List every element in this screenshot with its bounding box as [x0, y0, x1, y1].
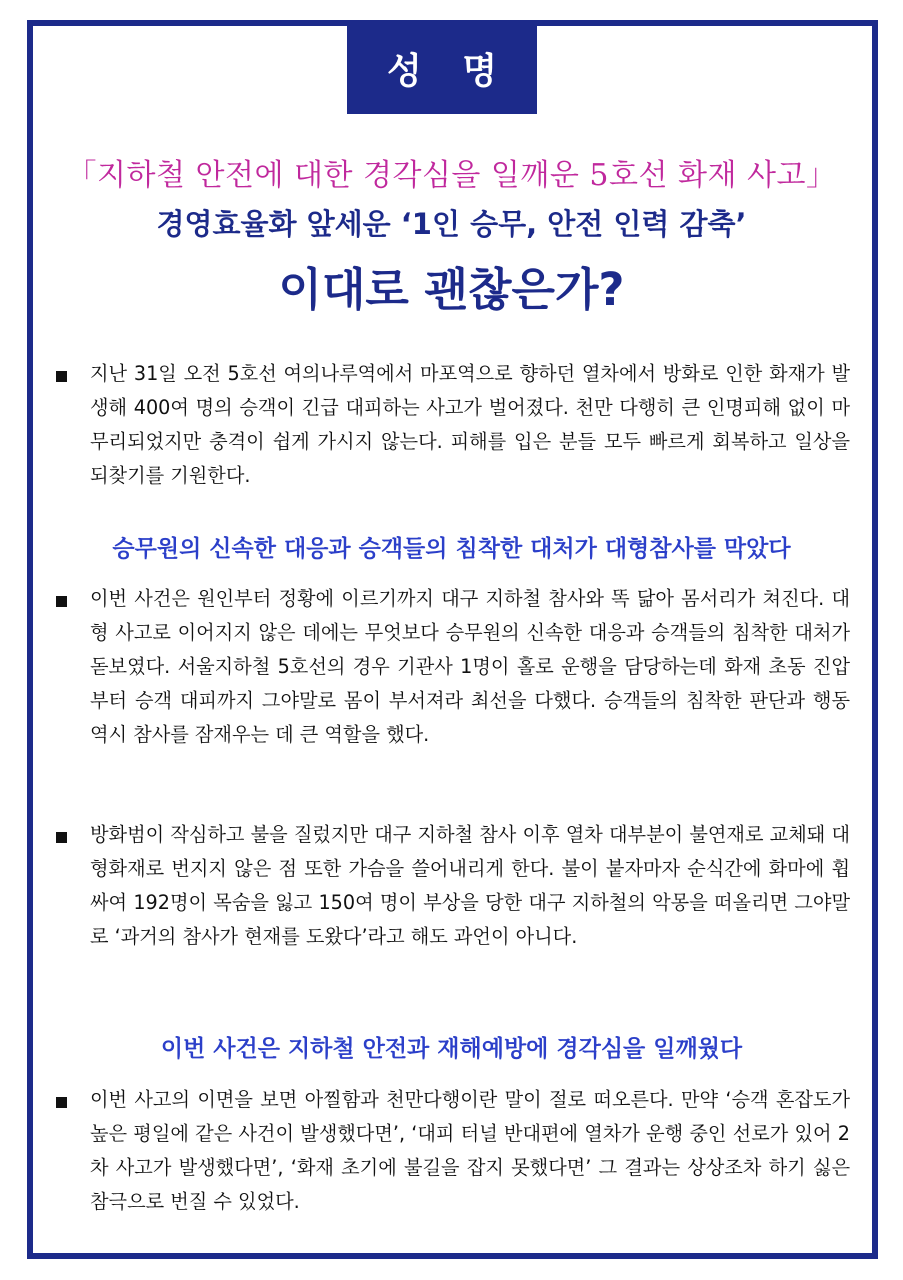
- paragraph-3: 방화범이 작심하고 불을 질렀지만 대구 지하철 참사 이후 열차 대부분이 불연재로 교체돼 대형화재로 번지지 않은 점 또한 가슴을 쓸어내리게 한다. 불이 붙자마자 순식간에 화마에 휩싸여 192명이 목숨을 잃고 150여 명이 부상을 당한 대구 지하철의 악몽을 떠올리면 그야말로 ‘과거의 참사가 현재를 도왔다’라고 해도 과언이 아니다.: [90, 823, 850, 948]
- bullet-square: [56, 1097, 67, 1108]
- paragraph-1: 지난 31일 오전 5호선 여의나루역에서 마포역으로 향하던 열차에서 방화로 인한 화재가 발생해 400여 명의 승객이 긴급 대피하는 사고가 벌어졌다. 천만 다행히 큰 인명피해 없이 마무리되었지만 충격이 쉽게 가시지 않는다. 피해를 입은 분들 모두 빠르게 회복하고 일상을 되찾기를 기원한다.: [90, 362, 850, 487]
- title-line-2: 경영효율화 앞세운 ‘1인 승무, 안전 인력 감축’: [156, 207, 747, 241]
- paragraph-2: 이번 사건은 원인부터 정황에 이르기까지 대구 지하철 참사와 똑 닮아 몸서리가 쳐진다. 대형 사고로 이어지지 않은 데에는 무엇보다 승무원의 신속한 대응과 승객들의 침착한 대처가 돋보였다. 서울지하철 5호선의 경우 기관사 1명이 홀로 운행을 담당하는데 화재 초동 진압부터 승객 대피까지 그야말로 몸이 부서져라 최선을 다했다. 승객들의 침착한 판단과 행동 역시 참사를 잠재우는 데 큰 역할을 했다.: [90, 587, 850, 746]
- title-main: 이대로 괜찮은가?: [278, 263, 625, 316]
- bullet-square: [56, 596, 67, 607]
- title-line-1: 「지하철 안전에 대한 경각심을 일깨운 5호선 화재 사고」: [66, 158, 837, 193]
- bullet-square: [56, 371, 67, 382]
- paragraph-4: 이번 사고의 이면을 보면 아찔함과 천만다행이란 말이 절로 떠오른다. 만약 ‘승객 혼잡도가 높은 평일에 같은 사건이 발생했다면’, ‘대피 터널 반대편에 열차가 운행 중인 선로가 있어 2차 사고가 발생했다면’, ‘화재 초기에 불길을 잡지 못했다면’ 그 결과는 상상조차 하기 싫은 참극으로 번질 수 있었다.: [90, 1088, 850, 1213]
- section-heading-2: 이번 사건은 지하철 안전과 재해예방에 경각심을 일깨웠다: [160, 1036, 743, 1062]
- section-heading-1: 승무원의 신속한 대응과 승객들의 침착한 대처가 대형참사를 막았다: [112, 536, 791, 562]
- statement-header: 성 명: [347, 22, 537, 114]
- bullet-square: [56, 832, 67, 843]
